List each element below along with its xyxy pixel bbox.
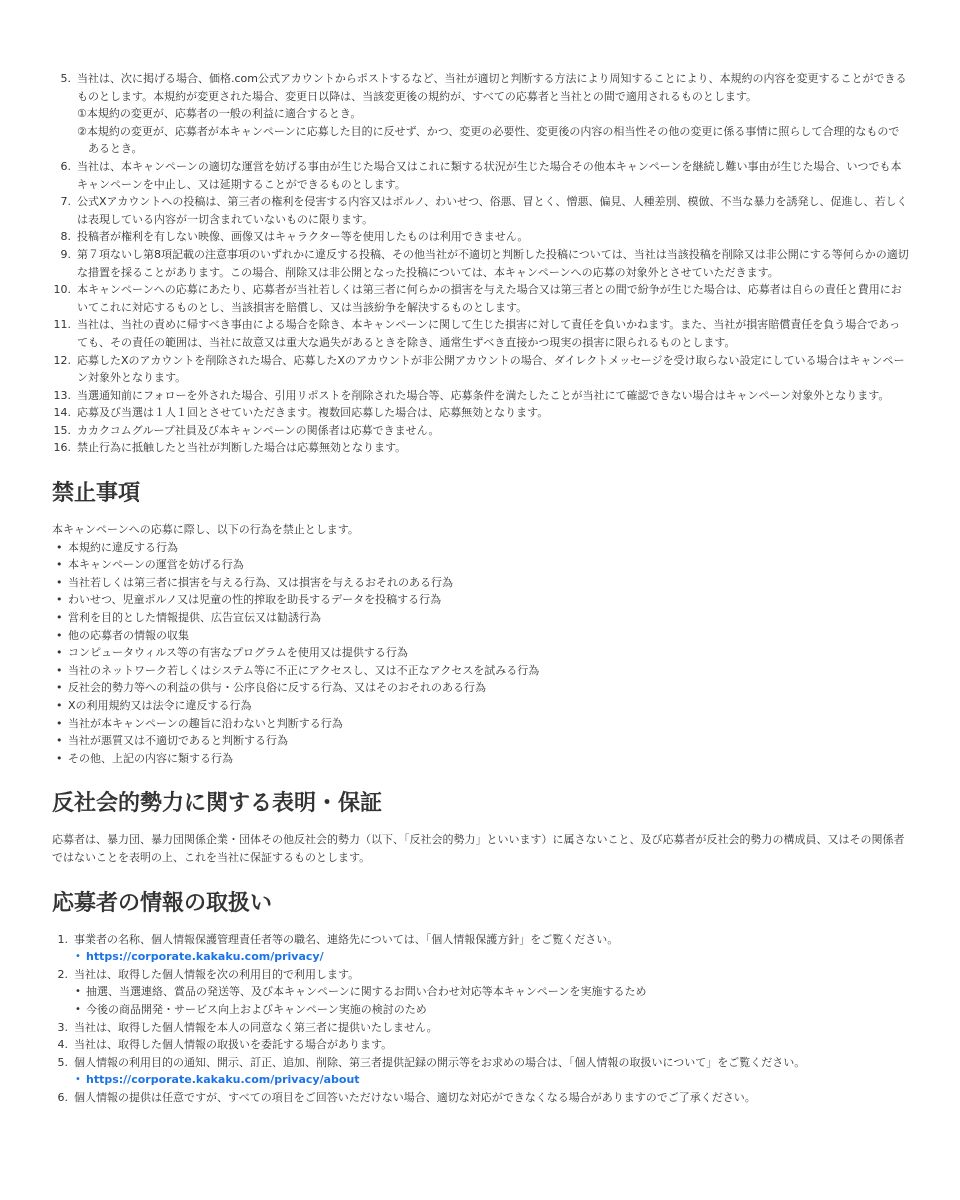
purpose-item: • 抽選、当選連絡、賞品の発送等、及び本キャンペーンに関するお問い合わせ対応等本キャンペーンを実施するため	[86, 983, 908, 1001]
list-item	[53, 422, 909, 440]
list-item	[60, 228, 909, 246]
list-item: • 反社会的勢力等への利益の供与・公序良俗に反する行為、又はそのおそれのある行為	[68, 679, 908, 697]
list-item	[60, 70, 909, 158]
item-text: 応募及び当選は１人１回とさせていただきます。複数回応募した場合は、応募無効となります。	[77, 406, 549, 420]
info-list	[52, 931, 908, 1107]
item-number: 2.	[57, 967, 68, 981]
item-text: 禁止行為に抵触したと当社が判断した場合は応募無効となります。	[77, 441, 407, 455]
prohibited-intro: 本キャンペーンへの応募に際し、以下の行為を禁止とします。	[52, 523, 359, 537]
purpose-list	[74, 983, 908, 1018]
item-number: 14.	[53, 406, 71, 420]
list-item	[57, 1036, 908, 1054]
item-text: 投稿者が権利を有しない映像、画像又はキャラクター等を使用したものは利用できません。	[77, 230, 529, 244]
list-item	[57, 966, 908, 1019]
list-item: • 当社のネットワーク若しくはシステム等に不正にアクセスし、又は不正なアクセスを試みる行為	[68, 662, 908, 680]
sub-clause: ②本規約の変更が、応募者が本キャンペーンに応募した目的に反せず、かつ、変更の必要性、変更後の内容の相当性その他の変更に係る事情に照らして合理的なものであるとき。	[77, 124, 900, 156]
item-number: 9.	[60, 247, 71, 261]
antisocial-text: 応募者は、暴力団、暴力団関係企業・団体その他反社会的勢力（以下、「反社会的勢力」といいます）に属さないこと、及び応募者が反社会的勢力の構成員、又はその関係者ではないことを表明の上、これを当社に保証するものとします。	[52, 833, 905, 864]
list-item: • 本規約に違反する行為	[68, 539, 908, 557]
list-item: • その他、上記の内容に類する行為	[68, 750, 908, 768]
item-number: 15.	[53, 423, 71, 437]
item-text: 当社は、次に掲げる場合、価格.com公式アカウントからポストするなど、当社が適切と判断する方法により周知することにより、本規約の内容を変更することができるものとします。本規約が変更された場合、変更日以降は、当該変更後の規約が、すべての応募者と当社との間で適用されるものとします。	[77, 72, 907, 103]
item-number: 3.	[57, 1020, 68, 1034]
item-text: 公式Xアカウントへの投稿は、第三者の権利を侵害する内容又はポルノ、わいせつ、俗悪、冒とく、憎悪、偏見、人種差別、模倣、不当な暴力を誘発し、促進し、若しくは表現している内容が一切含まれていないものに限ります。	[77, 195, 908, 226]
link-list	[74, 948, 908, 966]
list-item: • 当社が本キャンペーンの趣旨に沿わないと判断する行為	[68, 715, 908, 733]
list-item	[53, 404, 909, 422]
item-number: 13.	[53, 388, 71, 402]
item-text: 応募したXのアカウントを削除された場合、応募したXのアカウントが非公開アカウントの場合、ダイレクトメッセージを受け取らない設定にしている場合はキャンペーン対象外となります。	[77, 353, 905, 385]
item-number: 16.	[53, 441, 71, 455]
list-item: • 当社が悪質又は不適切であると判断する行為	[68, 732, 908, 750]
list-item: • 本キャンペーンの運営を妨げる行為	[68, 556, 908, 574]
item-number: 10.	[53, 283, 71, 297]
privacy-policy-link[interactable]: https://corporate.kakaku.com/privacy/	[86, 950, 324, 964]
list-item	[53, 387, 909, 405]
list-item	[60, 246, 909, 281]
list-item	[57, 1019, 908, 1037]
item-text: 事業者の名称、個人情報保護管理責任者等の職名、連絡先については、「個人情報保護方針」をご覧ください。	[74, 932, 619, 946]
list-item	[57, 1054, 908, 1089]
item-number: 4.	[57, 1038, 68, 1052]
item-text: カカクコムグループ社員及び本キャンペーンの関係者は応募できません。	[77, 423, 440, 437]
list-item: • 当社若しくは第三者に損害を与える行為、又は損害を与えるおそれのある行為	[68, 574, 908, 592]
list-item	[57, 1089, 908, 1107]
item-text: 当社は、取得した個人情報の取扱いを委託する場合があります。	[74, 1038, 393, 1052]
item-text: 当社は、取得した個人情報を次の利用目的で利用します。	[74, 967, 360, 981]
item-text: 個人情報の利用目的の通知、開示、訂正、追加、削除、第三者提供記録の開示等をお求めの場合は、「個人情報の取扱いについて」をご覧ください。	[74, 1055, 806, 1069]
item-number: 8.	[60, 230, 71, 244]
item-number: 6.	[57, 1090, 68, 1104]
item-text: 個人情報の提供は任意ですが、すべての項目をご回答いただけない場合、適切な対応ができなくなる場合がありますのでご了承ください。	[74, 1090, 756, 1104]
list-item	[53, 281, 909, 316]
link-item	[86, 1071, 908, 1089]
item-text: 当社は、当社の責めに帰すべき事由による場合を除き、本キャンペーンに関して生じた損害に対して責任を負いかねます。また、当社が損害賠償責任を負う場合であっても、その責任の範囲は、当社に故意又は重大な過失があるときを除き、通常生ずべき直接かつ現実の損害に限られるものとします。	[77, 318, 901, 349]
item-number: 7.	[60, 195, 71, 209]
terms-list	[52, 70, 909, 457]
list-item	[53, 439, 909, 457]
item-number: 11.	[53, 318, 71, 332]
item-number: 5.	[57, 1055, 68, 1069]
item-number: 12.	[53, 353, 71, 367]
privacy-about-link[interactable]: https://corporate.kakaku.com/privacy/about	[86, 1073, 360, 1087]
list-item	[60, 193, 909, 228]
item-number: 5.	[60, 72, 71, 85]
list-item	[60, 158, 909, 193]
item-text: 本キャンペーンへの応募にあたり、応募者が当社若しくは第三者に何らかの損害を与えた場合又は第三者との間で紛争が生じた場合は、応募者は自らの責任と費用においてこれに対応するものとし、当該損害を賠償し、又は当該紛争を解決するものとします。	[77, 283, 902, 314]
list-item: • Xの利用規約又は法令に違反する行為	[68, 697, 908, 715]
antisocial-heading: 反社会的勢力に関する表明・保証	[52, 791, 383, 817]
list-item: • 営利を目的とした情報提供、広告宣伝又は勧誘行為	[68, 609, 908, 627]
list-item	[53, 352, 909, 387]
item-text: 第７項ないし第8項記載の注意事項のいずれかに違反する投稿、その他当社が不適切と判断した投稿については、当社は当該投稿を削除又は非公開にする等何らかの適切な措置を採ることがあります。この場合、削除又は非公開となった投稿については、本キャンペーンへの応募の対象外とさせていただきます。	[77, 247, 909, 279]
item-text: 当選通知前にフォローを外された場合、引用リポストを削除された場合等、応募条件を満たしたことが当社にて確認できない場合はキャンペーン対象外となります。	[77, 388, 890, 402]
item-number: 6.	[60, 159, 71, 173]
prohibited-list	[52, 539, 908, 768]
list-item: • わいせつ、児童ポルノ又は児童の性的搾取を助長するデータを投稿する行為	[68, 591, 908, 609]
link-list	[74, 1071, 908, 1089]
info-heading: 応募者の情報の取扱い	[52, 890, 273, 916]
list-item	[53, 316, 909, 351]
list-item: • コンピュータウィルス等の有害なプログラムを使用又は提供する行為	[68, 644, 908, 662]
sub-clause: ①本規約の変更が、応募者の一般の利益に適合するとき。	[77, 107, 362, 121]
link-item	[86, 948, 908, 966]
list-item	[57, 931, 908, 966]
item-text: 当社は、取得した個人情報を本人の同意なく第三者に提供いたしません。	[74, 1020, 438, 1034]
item-number: 1.	[57, 932, 68, 946]
prohibited-heading: 禁止事項	[52, 481, 141, 507]
purpose-item: • 今後の商品開発・サービス向上およびキャンペーン実施の検討のため	[86, 1001, 908, 1019]
item-text: 当社は、本キャンペーンの適切な運営を妨げる事由が生じた場合又はこれに類する状況が生じた場合その他本キャンペーンを継続し難い事由が生じた場合、いつでも本キャンペーンを中止し、又は延期することができるものとします。	[77, 159, 902, 191]
list-item: • 他の応募者の情報の収集	[68, 627, 908, 645]
